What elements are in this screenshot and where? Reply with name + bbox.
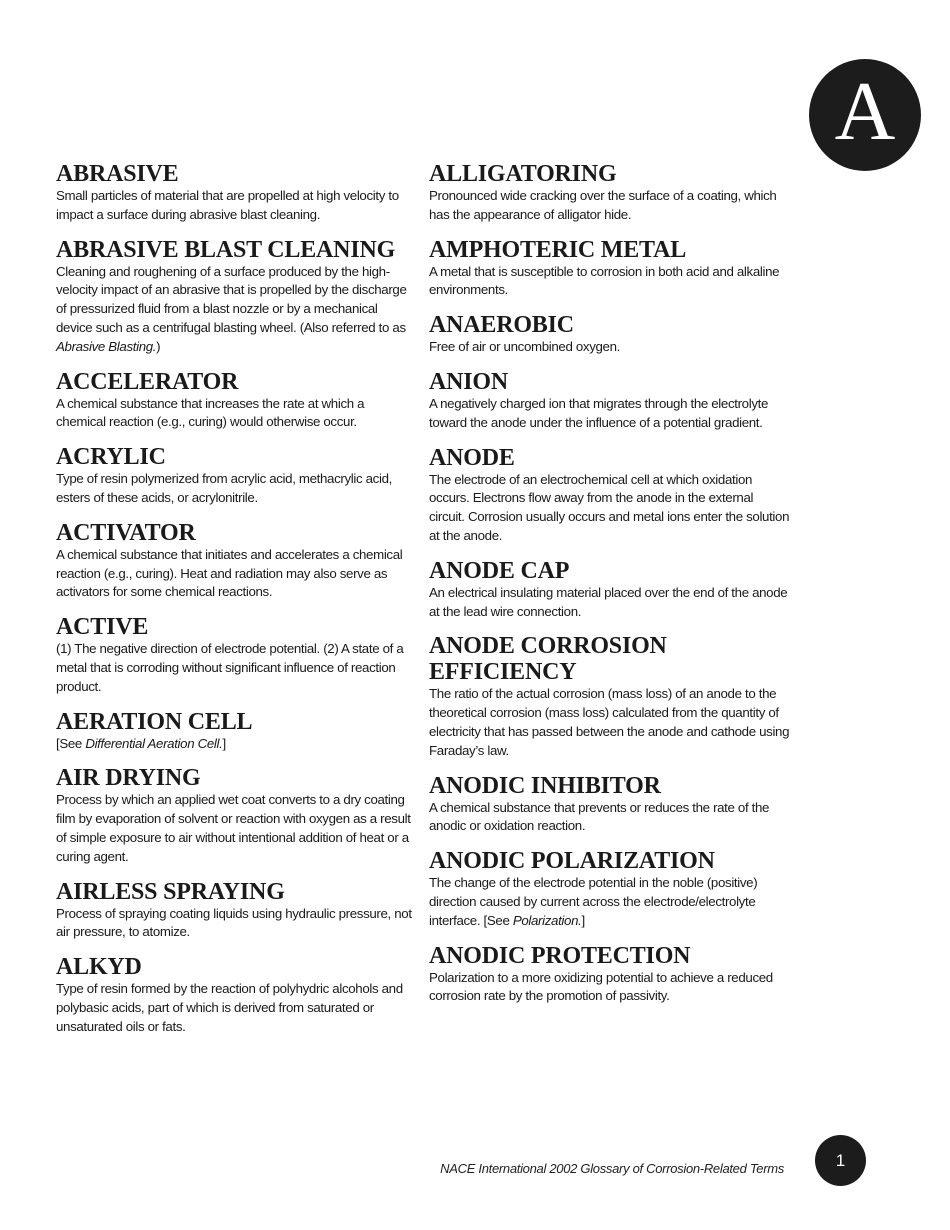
cross-reference: Differential Aeration Cell. bbox=[85, 735, 223, 751]
glossary-entry-activator bbox=[56, 520, 416, 602]
glossary-entry-anode-corrosion-efficiency bbox=[429, 633, 791, 760]
glossary-definition: Free of air or uncombined oxygen. bbox=[429, 339, 620, 355]
glossary-entry-air-drying bbox=[56, 765, 416, 866]
glossary-term: ANODIC POLARIZATION bbox=[429, 848, 715, 875]
definition-text: Cleaning and roughening of a surface produced by the high-velocity impact of an abrasive that is propelled by the discharge of pressurized fluid from a blast nozzle or by a mechanical device such as a centrifugal blasting wheel. (Also referred to as bbox=[56, 263, 407, 335]
glossary-entry-abrasive-blast-cleaning bbox=[56, 237, 416, 357]
glossary-term: AIRLESS SPRAYING bbox=[56, 878, 285, 905]
glossary-definition: An electrical insulating material placed over the end of the anode at the lead wire connection. bbox=[429, 584, 788, 619]
cross-reference: Abrasive Blasting. bbox=[56, 338, 157, 354]
glossary-term: ANODE bbox=[429, 444, 515, 471]
glossary-definition: Type of resin polymerized from acrylic acid, methacrylic acid, esters of these acids, or acrylonitrile. bbox=[56, 471, 392, 505]
glossary-term: ALKYD bbox=[56, 954, 142, 981]
glossary-entry-amphoteric-metal bbox=[429, 237, 791, 301]
glossary-definition: A negatively charged ion that migrates through the electrolyte toward the anode under the influence of a potential gradient. bbox=[429, 395, 769, 430]
definition-text: ) bbox=[156, 338, 161, 354]
glossary-definition: A chemical substance that increases the rate at which a chemical reaction (e.g., curing) would otherwise occur. bbox=[56, 395, 365, 430]
glossary-definition: A chemical substance that prevents or reduces the rate of the anodic or oxidation reaction. bbox=[429, 799, 770, 834]
glossary-term: ABRASIVE BLAST CLEANING bbox=[56, 236, 396, 263]
glossary-entry-anode-cap bbox=[429, 558, 791, 622]
definition-text: [See bbox=[56, 735, 86, 751]
glossary-entry-abrasive bbox=[56, 161, 416, 225]
glossary-column-left bbox=[56, 161, 416, 1037]
glossary-term: ACTIVATOR bbox=[56, 519, 196, 546]
page-number: 1 bbox=[835, 1150, 846, 1170]
glossary-entry-alkyd bbox=[56, 954, 416, 1036]
glossary-term: ANODIC INHIBITOR bbox=[429, 772, 661, 799]
glossary-entry-anode bbox=[429, 445, 791, 546]
glossary-term: ACRYLIC bbox=[56, 444, 166, 471]
footer-publication: NACE International 2002 Glossary of Corrosion-Related Terms bbox=[440, 1161, 784, 1176]
glossary-entry-aeration-cell bbox=[56, 709, 416, 754]
definition-text: ] bbox=[222, 735, 226, 751]
definition-text: ] bbox=[581, 912, 585, 928]
glossary-definition: Type of resin formed by the reaction of polyhydric alcohols and polybasic acids, part of which is derived from saturated or unsaturated oils or fats. bbox=[56, 981, 403, 1034]
glossary-definition: (1) The negative direction of electrode potential. (2) A state of a metal that is corroding without significant influence of reaction product. bbox=[56, 641, 404, 694]
glossary-definition bbox=[56, 735, 416, 754]
definition-text: The change of the electrode potential in the noble (positive) direction caused by current across the electrode/electrolyte interface. [See bbox=[429, 875, 758, 928]
glossary-term: ANION bbox=[429, 368, 509, 395]
glossary-definition: The electrode of an electrochemical cell at which oxidation occurs. Electrons flow away from the anode in the external circuit. Corrosion usually occurs and metal ions enter the solution at the anode. bbox=[429, 471, 790, 543]
glossary-entry-anodic-inhibitor bbox=[429, 773, 791, 837]
glossary-definition: Process by which an applied wet coat converts to a dry coating film by evaporation of solvent or reaction with oxygen as a result of simple exposure to air without intentional addition of heat or a curing agent. bbox=[56, 792, 411, 864]
glossary-term: ANODE CAP bbox=[429, 557, 570, 584]
section-letter: A bbox=[834, 65, 896, 158]
glossary-definition: A metal that is susceptible to corrosion in both acid and alkaline environments. bbox=[429, 263, 780, 298]
glossary-term: ANODE CORROSION EFFICIENCY bbox=[429, 633, 667, 686]
glossary-entry-anaerobic bbox=[429, 312, 791, 357]
glossary-entry-accelerator bbox=[56, 369, 416, 433]
glossary-definition: Process of spraying coating liquids using hydraulic pressure, not air pressure, to atomize. bbox=[56, 905, 412, 940]
glossary-entry-active bbox=[56, 614, 416, 696]
glossary-definition: Polarization to a more oxidizing potential to achieve a reduced corrosion rate by the promotion of passivity. bbox=[429, 969, 773, 1004]
page-number-badge bbox=[815, 1135, 866, 1186]
glossary-term: ALLIGATORING bbox=[429, 161, 617, 187]
glossary-definition: The ratio of the actual corrosion (mass loss) of an anode to the theoretical corrosion (mass loss) calculated from the quantity of electricity that has passed between the anode and cathode using Faraday’s law. bbox=[429, 686, 790, 758]
glossary-entry-anion bbox=[429, 369, 791, 433]
glossary-entry-anodic-protection bbox=[429, 943, 791, 1007]
glossary-term: ABRASIVE bbox=[56, 161, 179, 187]
glossary-column-right bbox=[429, 161, 791, 1006]
glossary-term: ACCELERATOR bbox=[56, 368, 239, 395]
glossary-definition: A chemical substance that initiates and accelerates a chemical reaction (e.g., curing). Heat and radiation may also serve as activators for some chemical reactions. bbox=[56, 546, 403, 600]
glossary-definition: Small particles of material that are propelled at high velocity to impact a surface during abrasive blast cleaning. bbox=[56, 188, 399, 222]
glossary-term: ANODIC PROTECTION bbox=[429, 942, 691, 969]
glossary-term: ACTIVE bbox=[56, 614, 149, 641]
section-letter-badge bbox=[809, 59, 921, 171]
glossary-entry-anodic-polarization bbox=[429, 848, 791, 930]
glossary-entry-airless-spraying bbox=[56, 879, 416, 943]
glossary-entry-acrylic bbox=[56, 444, 416, 508]
glossary-definition bbox=[429, 874, 791, 930]
glossary-term: AMPHOTERIC METAL bbox=[429, 236, 687, 263]
glossary-term: AERATION CELL bbox=[56, 708, 253, 735]
cross-reference: Polarization. bbox=[512, 912, 582, 928]
glossary-term: AIR DRYING bbox=[56, 765, 201, 792]
glossary-definition bbox=[56, 263, 416, 357]
glossary-entry-alligatoring bbox=[429, 161, 791, 225]
glossary-term: ANAEROBIC bbox=[429, 312, 574, 339]
glossary-definition: Pronounced wide cracking over the surface of a coating, which has the appearance of alligator hide. bbox=[429, 188, 777, 222]
